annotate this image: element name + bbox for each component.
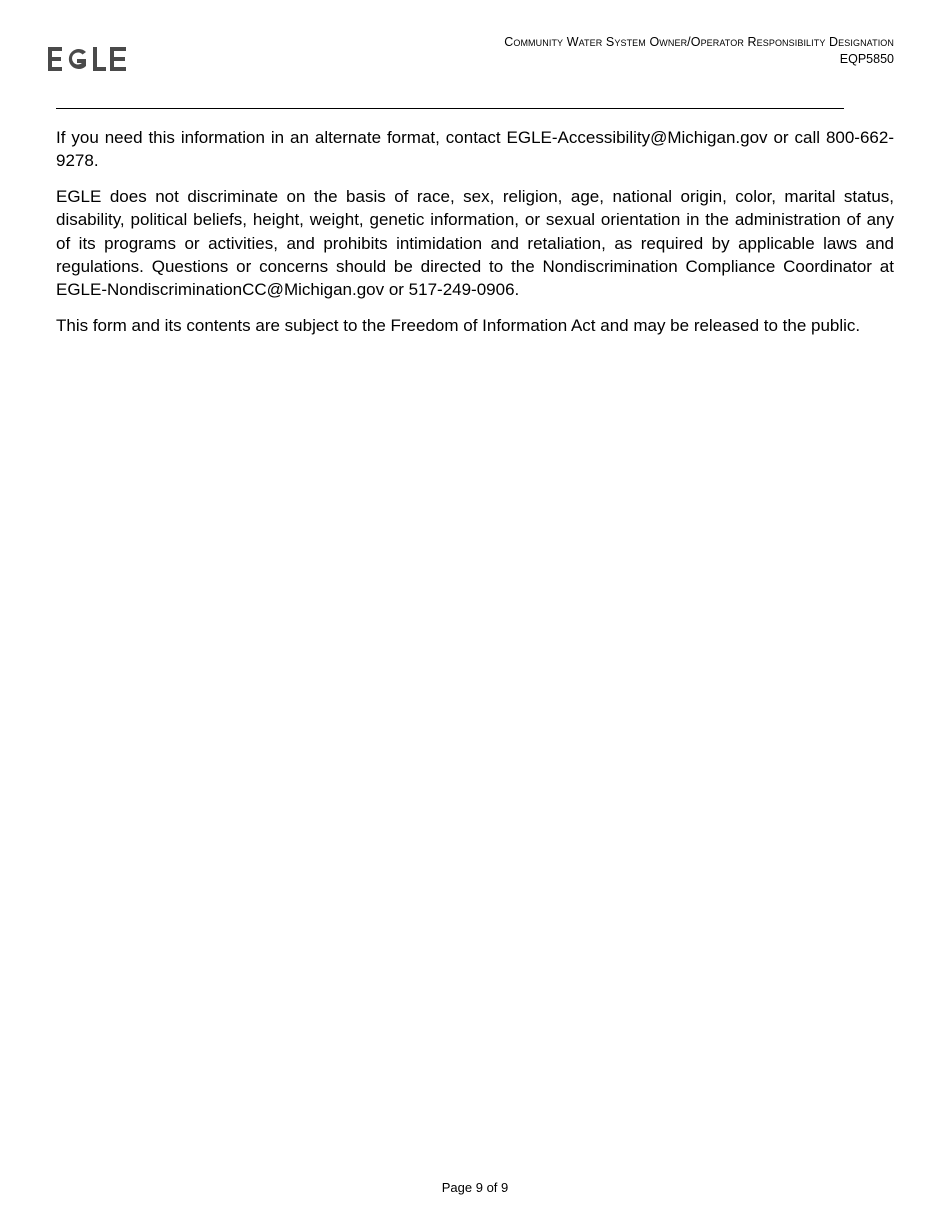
nondiscrimination-paragraph: EGLE does not discriminate on the basis of race, sex, religion, age, national origin, color, marital status, disability, political beliefs, height, weight, genetic information, or sexual orientation in the administration of any of its programs or activities, and prohibits intimidation and retaliation, as required by applicable laws and regulations. Questions or concerns should be directed to the Nondiscrimination Compliance Coordinator at EGLE-NondiscriminationCC@Michigan.gov or 517-249-0906. — [56, 187, 894, 300]
document-title: Community Water System Owner/Operator Responsibility Designation — [504, 35, 894, 49]
page-number: Page 9 of 9 — [441, 1180, 509, 1195]
document-body — [56, 126, 894, 350]
form-number: EQP5850 — [839, 52, 894, 66]
egle-logo — [48, 46, 128, 72]
header-divider — [56, 108, 844, 109]
document-header — [504, 34, 894, 68]
logo-text: EGLE — [48, 46, 51, 47]
accessibility-paragraph: If you need this information in an alternate format, contact EGLE-Accessibility@Michigan.gov or call 800-662-9278. — [56, 128, 894, 171]
foia-paragraph: This form and its contents are subject to the Freedom of Information Act and may be released to the public. — [56, 316, 861, 336]
